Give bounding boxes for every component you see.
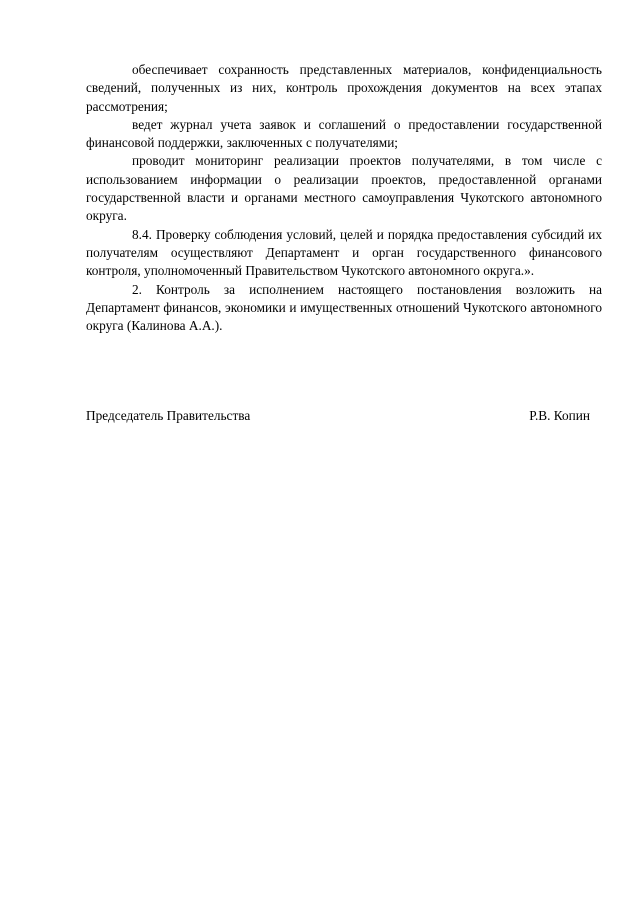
paragraph-monitoring: проводит мониторинг реализации проектов получателями, в том числе с использованием информации о реализации проектов, предоставленной органами государственной власти и органами местного самоуправления Чукотского автономного округа.	[86, 153, 602, 224]
document-body	[86, 61, 602, 335]
signature-block	[86, 407, 590, 425]
paragraph-confidentiality: обеспечивает сохранность представленных материалов, конфиденциальность сведений, полученных из них, контроль прохождения документов на всех этапах рассмотрения;	[86, 62, 602, 114]
paragraph-verification: 8.4. Проверку соблюдения условий, целей и порядка предоставления субсидий их получателям осуществляют Департамент и орган государственного финансового контроля, уполномоченный Правительством Чукотского автономного округа.».	[86, 226, 602, 279]
paragraph-control: 2. Контроль за исполнением настоящего постановления возложить на Департамент финансов, экономики и имущественных отношений Чукотского автономного округа (Калинова А.А.).	[86, 281, 602, 334]
signatory-position: Председатель Правительства	[86, 408, 251, 423]
paragraph-journal: ведет журнал учета заявок и соглашений о предоставлении государственной финансовой поддержки, заключенных с получателями;	[86, 116, 602, 151]
signatory-name: Р.В. Копин	[529, 408, 590, 423]
